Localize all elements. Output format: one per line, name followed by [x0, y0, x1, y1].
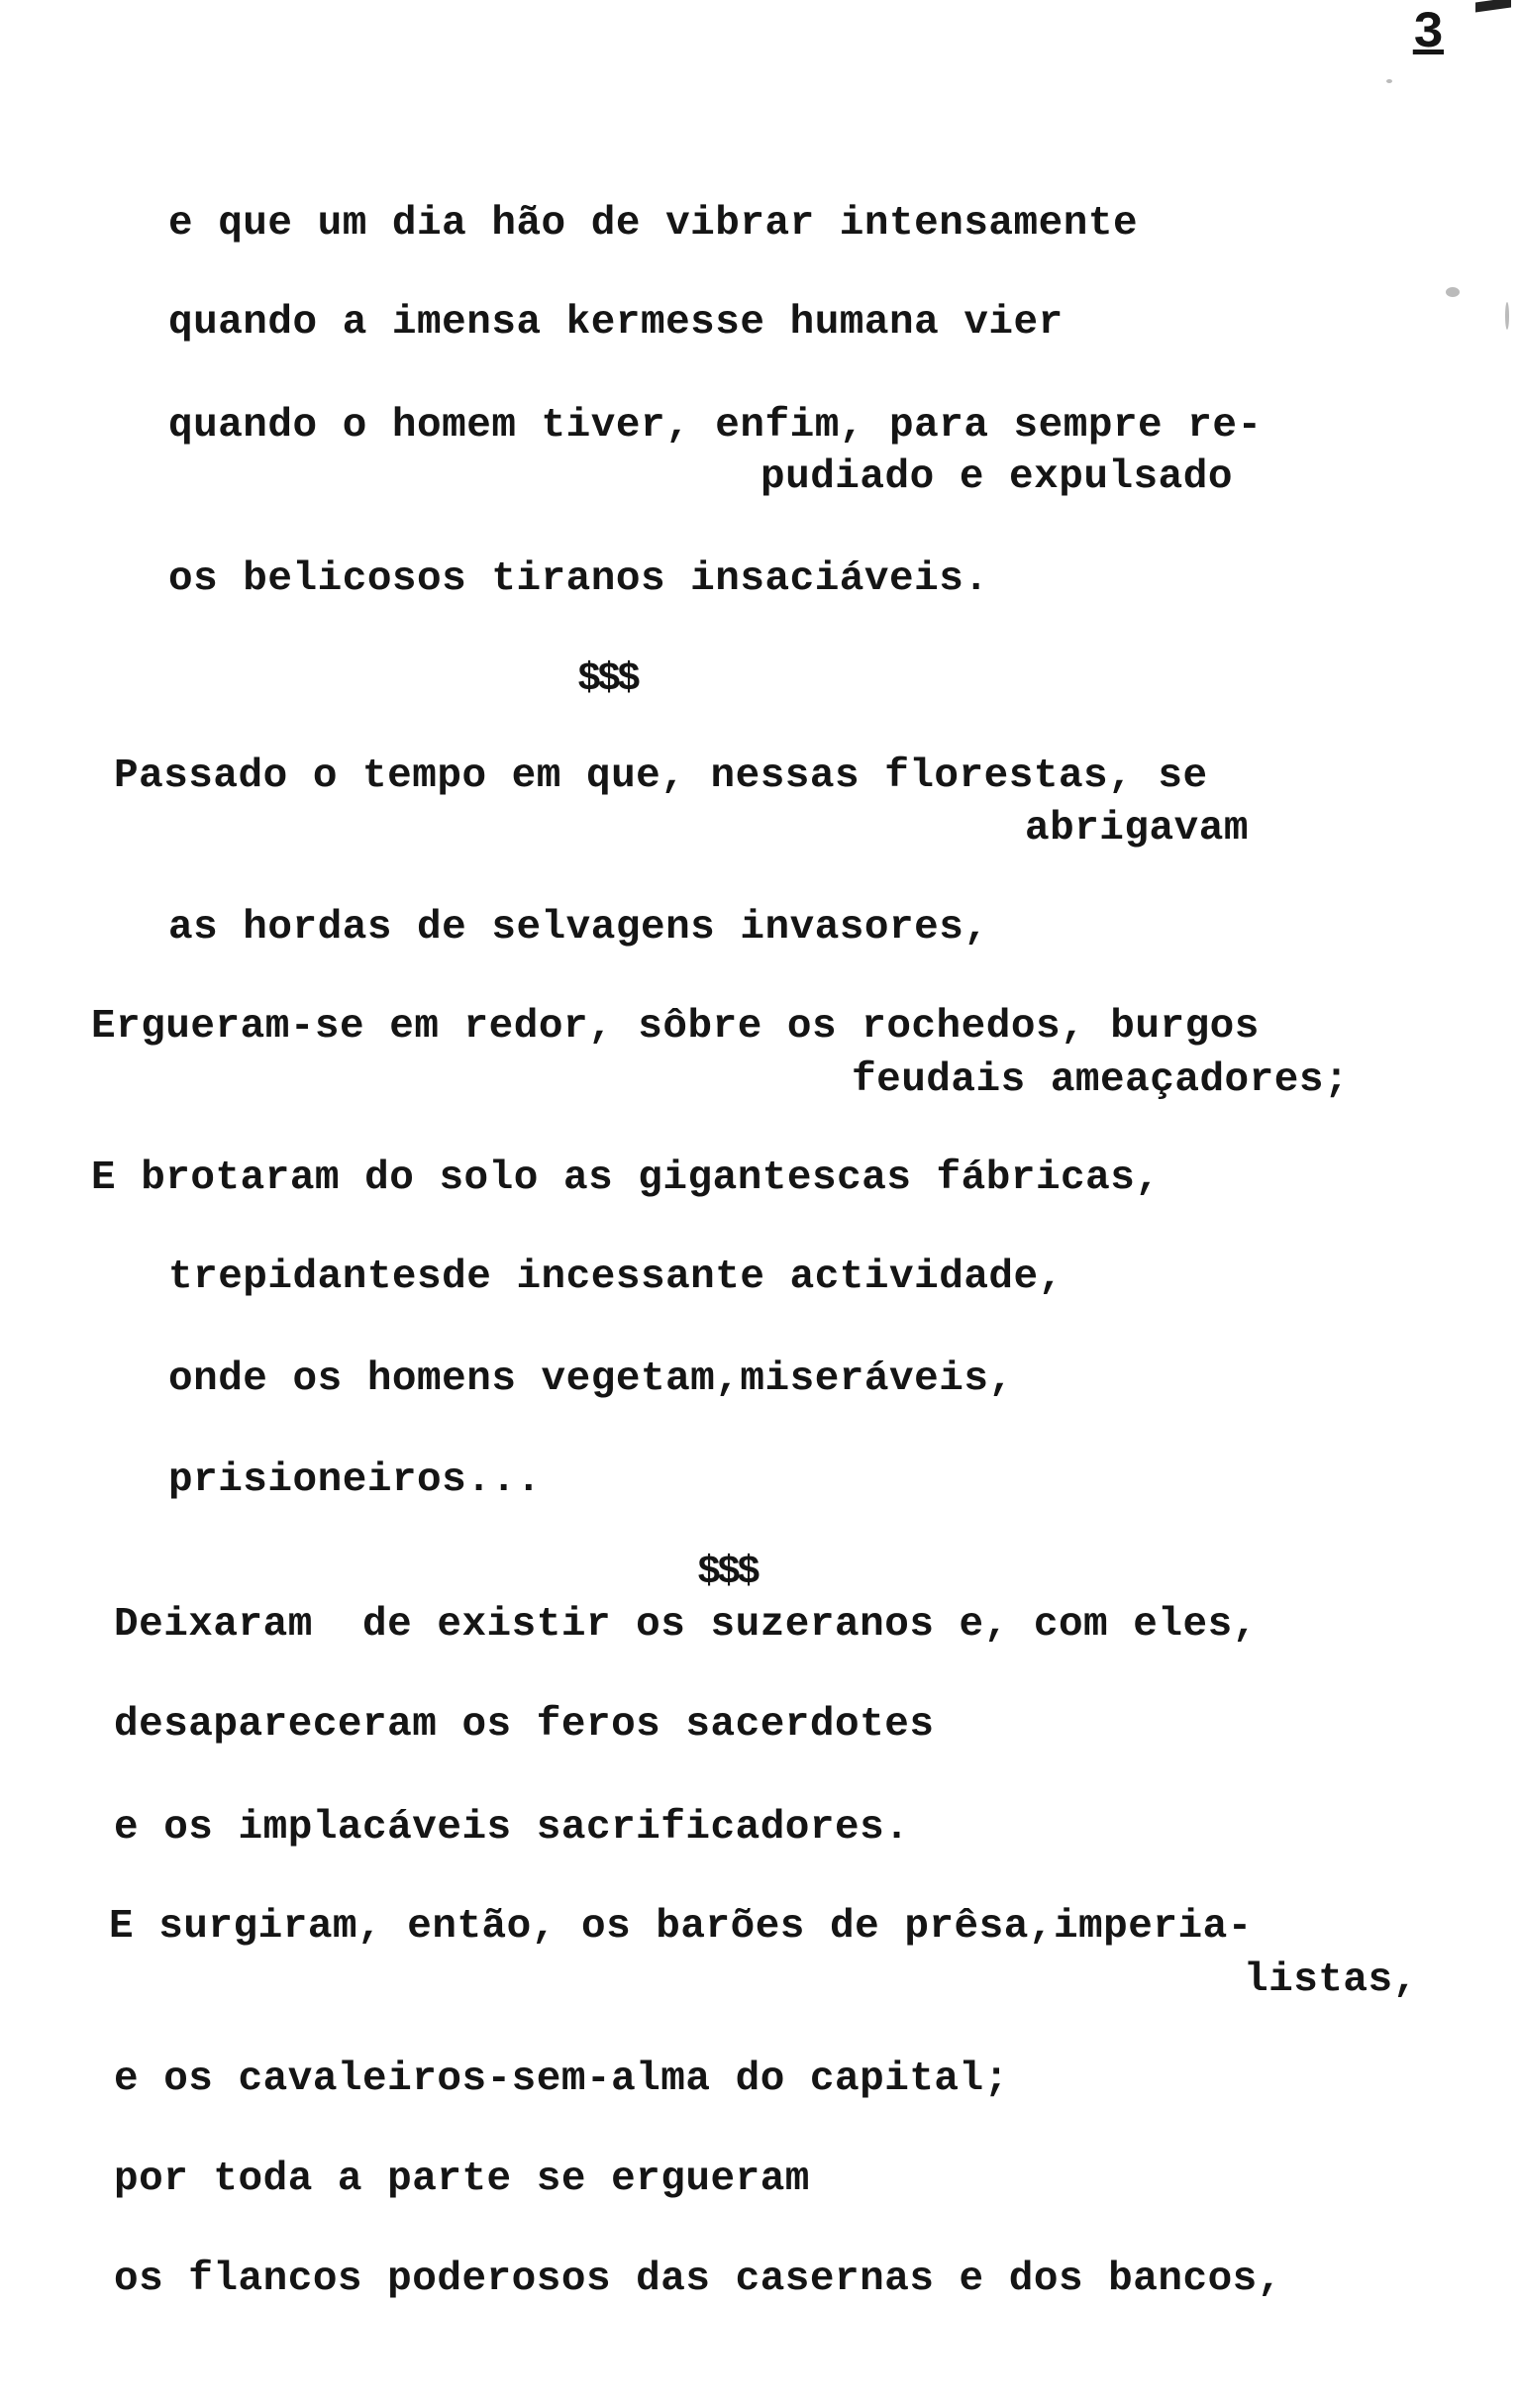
text-line: os flancos poderosos das casernas e dos bancos, [114, 2257, 1282, 2302]
text-line: as hordas de selvagens invasores, [168, 905, 989, 951]
text-line: prisioneiros... [168, 1457, 542, 1503]
text-line: Passado o tempo em que, nessas florestas, se [114, 753, 1208, 799]
text-line: e que um dia hão de vibrar intensamente [168, 201, 1139, 247]
text-line: quando a imensa kermesse humana vier [168, 300, 1064, 346]
text-line: e os cavaleiros-sem-alma do capital; [114, 2057, 1009, 2102]
text-line-continuation: pudiado e expulsado [760, 454, 1233, 500]
text-line-continuation: listas, [1244, 1957, 1418, 2003]
text-line: E brotaram do solo as gigantescas fábricas, [91, 1155, 1161, 1201]
text-line-continuation: feudais ameaçadores; [852, 1057, 1350, 1103]
text-line: Deixaram de existir os suzeranos e, com eles, [114, 1602, 1258, 1648]
page-number: 3 [1412, 4, 1444, 62]
text-line: E surgiram, então, os barões de prêsa,imperia- [109, 1904, 1253, 1950]
scan-speck [1505, 302, 1509, 330]
text-line: desapareceram os feros sacerdotes [114, 1702, 935, 1748]
scan-speck [1386, 79, 1392, 83]
text-line-continuation: abrigavam [1025, 806, 1249, 852]
corner-mark [1475, 0, 1511, 13]
text-line: trepidantesde incessante actividade, [168, 1254, 1064, 1300]
text-line: quando o homem tiver, enfim, para sempre re- [168, 403, 1263, 449]
text-line: por toda a parte se ergueram [114, 2157, 810, 2202]
text-line: os belicosos tiranos insaciáveis. [168, 556, 989, 602]
scan-speck [1446, 287, 1460, 297]
text-line: Ergueram-se em redor, sôbre os rochedos, burgos [91, 1004, 1260, 1050]
section-separator: $$$ [697, 1551, 758, 1595]
text-line: onde os homens vegetam,miseráveis, [168, 1356, 1014, 1402]
text-line: e os implacáveis sacrificadores. [114, 1805, 910, 1851]
section-separator: $$$ [577, 657, 638, 702]
